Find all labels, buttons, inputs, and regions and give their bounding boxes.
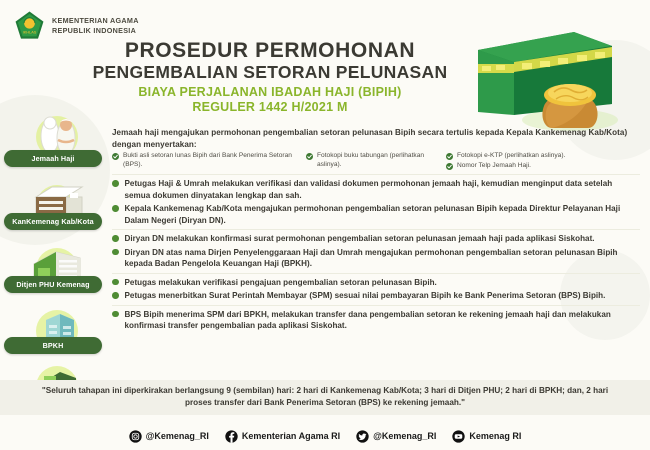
money-bag-icon (542, 84, 597, 128)
header-artwork (478, 16, 646, 138)
kemenag-pentagon-logo-icon (14, 10, 45, 41)
social-youtube[interactable] (452, 430, 521, 443)
checklist-label: Fotokopi e-KTP (perlihatkan aslinya). (457, 152, 566, 160)
bullet-dot-icon (112, 180, 119, 187)
check-circle-icon (446, 163, 453, 170)
checklist-item (446, 152, 640, 161)
checklist-column (112, 152, 306, 171)
step-bullet-text: Kepala Kankemenag Kab/Kota mengajukan permohonan pengembalian setoran pelunasan Bipih kepada Direktur Pelayanan Haji Dalam Negeri (Diryan DN). (124, 204, 621, 225)
check-circle-icon (112, 153, 119, 160)
step-bullet (112, 290, 640, 301)
page-title (70, 40, 470, 115)
step-bullet (112, 309, 640, 332)
step-bullet-text: BPS Bipih menerima SPM dari BPKH, melakukan transfer dana pengembalian setoran ke rekening jemaah haji dan melakukan konfirmasi transfer pengembalian pada aplikasi Siskohat. (124, 309, 611, 331)
title-line-4: REGULER 1442 H/2021 M (192, 100, 348, 115)
bullet-dot-icon (112, 249, 119, 256)
step-bullet (112, 203, 640, 226)
check-circle-icon (306, 153, 313, 160)
ministry-line-2: REPUBLIK INDONESIA (52, 25, 137, 35)
bullet-dot-icon (112, 279, 119, 286)
checklist-label: Fotokopi buku tabungan (perlihatkan aslinya). (317, 152, 425, 169)
step-block (112, 124, 640, 174)
masthead (14, 10, 139, 41)
twitter-icon (356, 430, 369, 443)
social-facebook[interactable] (225, 430, 340, 443)
actor-bps-bipih (0, 116, 106, 117)
checklist-column (446, 152, 640, 171)
step-bullet (112, 233, 640, 244)
actor-label: Ditjen PHU Kemenag (4, 276, 102, 293)
title-line-2: PENGEMBALIAN SETORAN PELUNASAN (92, 61, 448, 82)
social-label: @Kemenag_RI (145, 431, 209, 441)
bullet-dot-icon (112, 205, 119, 212)
actor-label: Jemaah Haji (4, 150, 102, 167)
bullet-dot-icon (112, 311, 119, 318)
step-bullet (112, 277, 640, 288)
instagram-icon (129, 430, 142, 443)
social-instagram[interactable] (129, 430, 209, 443)
step-bullet (112, 178, 640, 201)
step-bullet-text: Diryan DN atas nama Dirjen Penyelenggaraan Haji dan Umrah mengajukan permohonan pengembalian setoran pelunasan Bipih kepada Badan Pengelola Keuangan Haji (BPKH). (124, 247, 618, 269)
requirement-checklist (112, 152, 640, 171)
checklist-item (446, 162, 640, 171)
actor-label: KanKemenag Kab/Kota (4, 213, 102, 230)
youtube-icon (452, 430, 465, 443)
actor-label: BPKH (4, 337, 102, 354)
masthead-text (52, 16, 139, 35)
checklist-item (112, 152, 306, 170)
step-block (112, 305, 640, 335)
checklist-item (306, 152, 446, 170)
title-line-1: PROSEDUR PERMOHONAN (124, 39, 416, 62)
checklist-column (306, 152, 446, 171)
title-line-3: BIAYA PERJALANAN IBADAH HAJI (BIPIH) (138, 84, 402, 99)
checklist-label: Nomor Telp Jemaah Haji. (457, 162, 531, 170)
bullet-dot-icon (112, 235, 119, 242)
social-label: @Kemenag_RI (373, 431, 437, 441)
check-circle-icon (446, 153, 453, 160)
facebook-icon (225, 430, 238, 443)
ministry-line-1: KEMENTERIAN AGAMA (52, 16, 139, 25)
actor-rail (0, 112, 106, 350)
step-bullet-text: Petugas menerbitkan Surat Perintah Membayar (SPM) sesuai nilai pembayaran Bipih ke Bank Penerima Setoran (BPS) Bipih. (124, 291, 606, 301)
step-block (112, 174, 640, 229)
step-bullet (112, 247, 640, 270)
bullet-dot-icon (112, 292, 119, 299)
social-label: Kemenag RI (469, 431, 522, 441)
summary-note (0, 380, 650, 415)
svg-text:IKHLAS: IKHLAS (22, 29, 37, 35)
step-lead-text: Jemaah haji mengajukan permohonan pengembalian setoran pelunasan Bipih secara tertulis kepada Kepala Kankemenag Kab/Kota) dengan menyertakan: (112, 128, 628, 149)
step-bullet-text: Petugas melakukan verifikasi pengajuan pengembalian setoran pelunasan Bipih. (124, 277, 437, 287)
social-bar (0, 422, 650, 450)
step-bullet-text: Diryan DN melakukan konfirmasi surat permohonan pengembalian setoran pelunasan jemaah haji pada aplikasi Siskohat. (124, 234, 595, 244)
step-block (112, 229, 640, 272)
step-block (112, 273, 640, 305)
step-bullet-text: Petugas Haji & Umrah melakukan verifikasi dan validasi dokumen permohonan jemaah haji, kemudian menginput data setelah semua dokumen dinyatakan lengkap dan sah. (124, 179, 613, 200)
social-label: Kementerian Agama RI (241, 431, 341, 441)
summary-note-text: "Seluruh tahapan ini diperkirakan berlangsung 9 (sembilan) hari: 2 hari di Kankemenag Kab/Kota; 3 hari di Ditjen PHU; 2 hari di BPKH; dan, 2 hari proses transfer dari Bank Penerima Setoran (BPS) ke rekening jemaah." (41, 386, 609, 407)
procedure-steps (112, 124, 640, 335)
social-twitter[interactable] (356, 430, 436, 443)
checklist-label: Bukti asli setoran lunas Bipih dari Bank Penerima Setoran (BPS). (123, 152, 292, 169)
